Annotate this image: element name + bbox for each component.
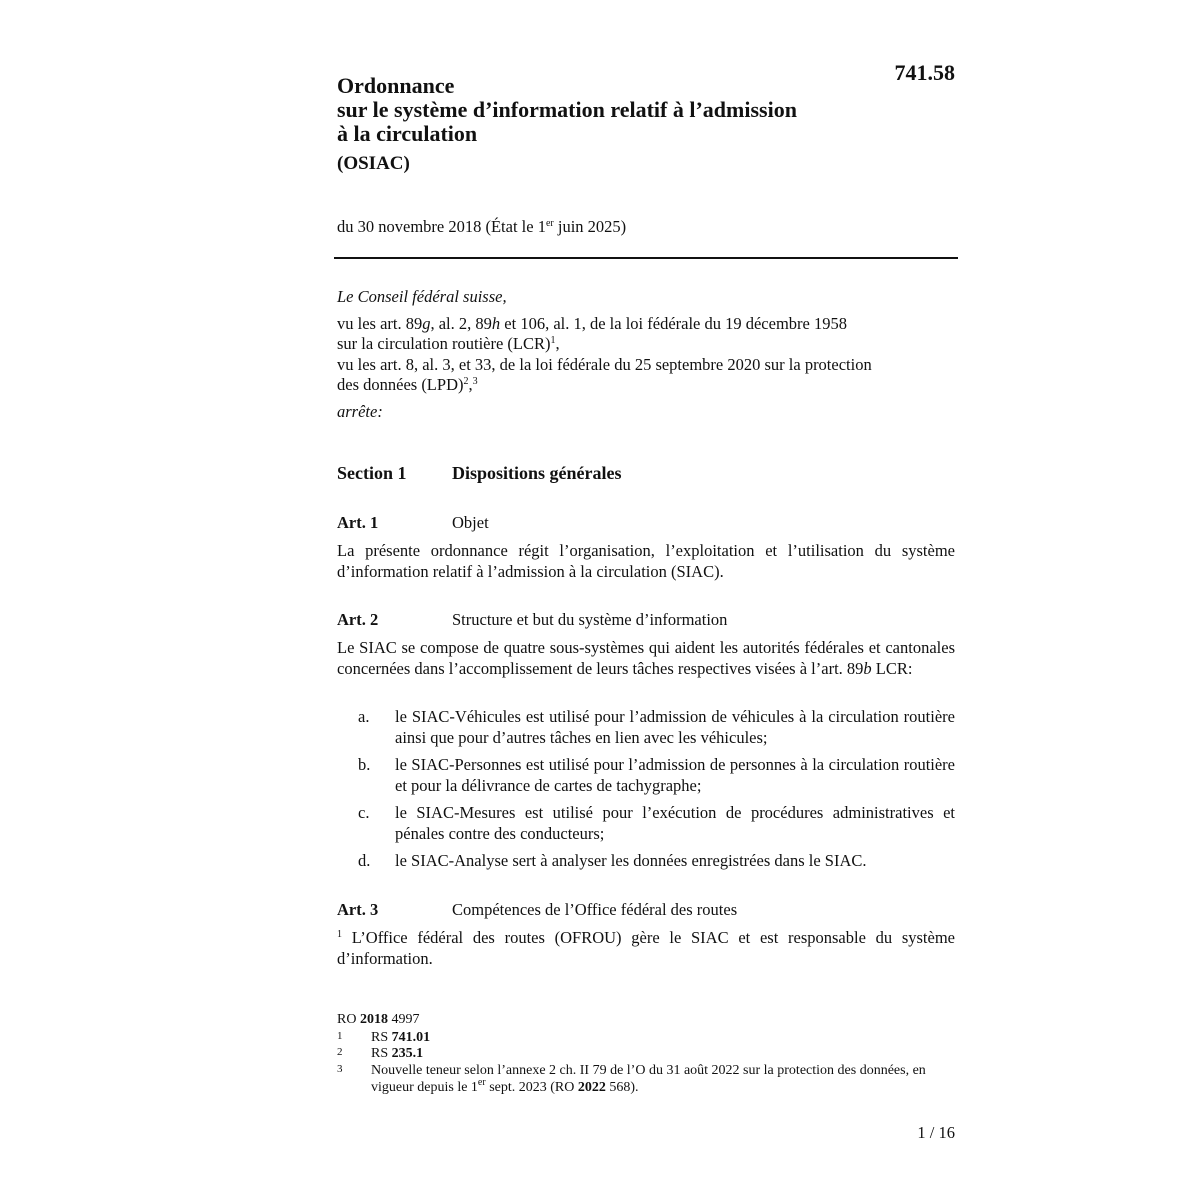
- footnote-ref[interactable]: 2: [463, 376, 469, 387]
- list-text: le SIAC-Véhicules est utilisé pour l’admission de véhicules à la circulation routière ainsi que pour d’autres tâches en lien avec les véhicules;: [395, 707, 955, 747]
- authority: Le Conseil fédéral suisse,: [337, 287, 507, 306]
- text: b: [863, 658, 872, 678]
- title-line: sur le système d’information relatif à l’admission: [337, 97, 797, 122]
- section-label: Section 1: [337, 463, 407, 483]
- date-sup: er: [545, 218, 554, 229]
- article-3-heading: [337, 900, 955, 920]
- list-marker: c.: [358, 803, 370, 822]
- list-item: [337, 707, 955, 748]
- article-label: Art. 3: [337, 900, 379, 919]
- text: ,: [555, 334, 560, 353]
- title-line: à la circulation: [337, 121, 478, 146]
- text: sur la circulation routière (LCR): [337, 334, 551, 353]
- page-number: 1 / 16: [917, 1123, 955, 1142]
- article-2-heading: [337, 610, 955, 630]
- preamble-line: [337, 314, 955, 335]
- list-marker: d.: [358, 851, 371, 870]
- list-text: le SIAC-Analyse sert à analyser les données enregistrées dans le SIAC.: [395, 851, 867, 870]
- list-text: le SIAC-Mesures est utilisé pour l’exécution de procédures administratives et pénales contre des conducteurs;: [395, 803, 955, 843]
- article-title: Structure et but du système d’information: [452, 610, 728, 629]
- text: Nouvelle teneur selon l’annexe 2 ch. II 79 de l’O du 31 août 2022 sur la protection des données, en vigueur depuis le 1: [371, 1063, 926, 1095]
- footnote-1: [337, 1030, 955, 1047]
- section-title: Dispositions générales: [452, 463, 622, 483]
- footnote-number: 1: [337, 1030, 343, 1042]
- text: Le SIAC se compose de quatre sous-systèmes qui aident les autorités fédérales et cantonales concernées dans l’accomplissement de leurs tâches respectives visées à l’art. 89: [337, 638, 955, 678]
- list-marker: b.: [358, 755, 371, 774]
- text: 568).: [605, 1079, 639, 1095]
- article-title: Objet: [452, 513, 489, 532]
- article-label: Art. 1: [337, 513, 379, 532]
- footnote-2: [337, 1046, 955, 1063]
- text: sept. 2023 (RO: [485, 1079, 578, 1095]
- text: des données (LPD): [337, 375, 464, 394]
- title-line: Ordonnance: [337, 73, 455, 98]
- list-item: [337, 851, 955, 872]
- text: RS: [371, 1046, 392, 1061]
- text: et 106, al. 1, de la loi fédérale du 19 décembre 1958: [500, 313, 847, 333]
- abbreviation: (OSIAC): [337, 153, 410, 174]
- sr-number: 741.58: [894, 60, 955, 85]
- text: 2018: [359, 1012, 388, 1027]
- list-text: le SIAC-Personnes est utilisé pour l’admission de personnes à la circulation routière et pour la délivrance de cartes de tachygraphe;: [395, 755, 955, 795]
- preamble: [337, 287, 955, 422]
- footnote-ref[interactable]: 1: [550, 335, 556, 346]
- article-1-text: La présente ordonnance régit l’organisation, l’exploitation et l’utilisation du système d’information relatif à l’admission à la circulation (SIAC).: [337, 541, 955, 581]
- preamble-line: [337, 375, 955, 396]
- ro-reference: [337, 1012, 955, 1029]
- date-line: [337, 217, 955, 238]
- article-1-heading: [337, 513, 955, 533]
- text: 2022: [577, 1079, 606, 1095]
- section-heading: [337, 463, 955, 485]
- text: RO: [337, 1012, 360, 1027]
- text: vu les art. 89: [337, 313, 423, 333]
- footnote-number: 2: [337, 1046, 343, 1058]
- text: h: [491, 313, 501, 333]
- text: 235.1: [391, 1046, 424, 1061]
- text: 4997: [387, 1012, 420, 1027]
- paragraph-number: 1: [337, 929, 342, 940]
- document-title: [337, 74, 955, 146]
- article-label: Art. 2: [337, 610, 379, 629]
- article-title: Compétences de l’Office fédéral des routes: [452, 900, 738, 919]
- decree: arrête:: [337, 401, 383, 421]
- text: , al. 2, 89: [430, 313, 492, 333]
- list-item: [337, 755, 955, 796]
- list-marker: a.: [358, 707, 370, 726]
- preamble-line: [337, 334, 955, 355]
- divider: [334, 257, 958, 259]
- text: g: [422, 313, 431, 333]
- date-text: juin 2025): [553, 217, 627, 236]
- text: L’Office fédéral des routes (OFROU) gère le SIAC et est responsable du système d’information.: [337, 928, 955, 968]
- text: 741.01: [391, 1030, 431, 1045]
- preamble-line: vu les art. 8, al. 3, et 33, de la loi fédérale du 25 septembre 2020 sur la protection: [337, 354, 872, 374]
- text: LCR:: [871, 658, 913, 678]
- article-2-text: [337, 638, 955, 679]
- date-text: du 30 novembre 2018 (État le 1: [337, 217, 546, 236]
- article-3-text: [337, 928, 955, 969]
- footnote-ref[interactable]: 3: [472, 376, 478, 387]
- text: ,: [468, 375, 473, 394]
- footnote-3: [337, 1063, 955, 1096]
- footnote-number: 3: [337, 1063, 343, 1075]
- text: er: [477, 1076, 486, 1088]
- list-item: [337, 803, 955, 844]
- text: RS: [371, 1030, 392, 1045]
